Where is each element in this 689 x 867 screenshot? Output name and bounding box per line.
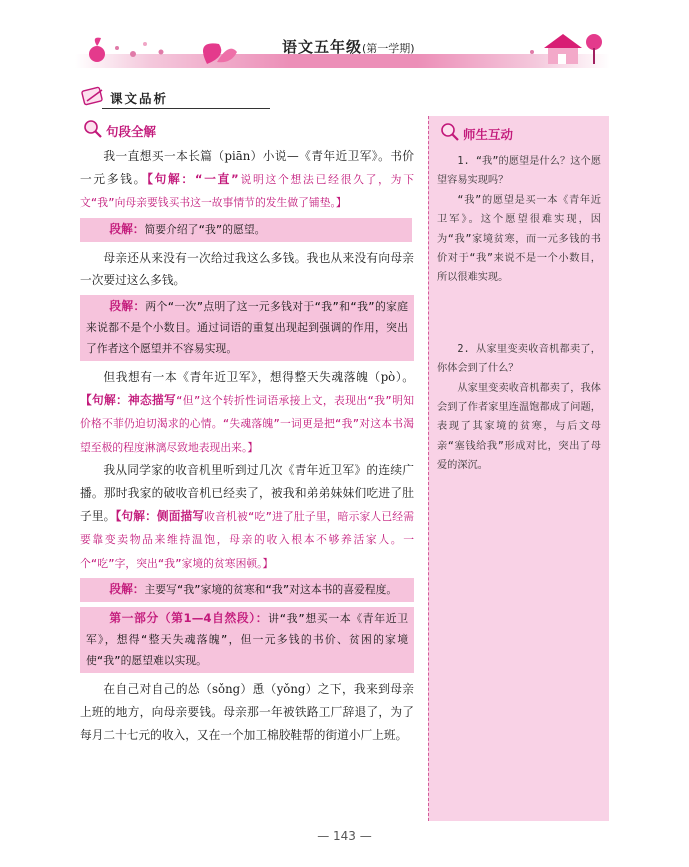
sentence-analysis-tag: 【句解：侧面描写 bbox=[115, 508, 205, 523]
paragraph-analysis-box bbox=[80, 578, 414, 602]
paragraph-2 bbox=[80, 247, 414, 292]
sidebar-interaction bbox=[428, 116, 609, 821]
house-decoration-icon bbox=[520, 32, 610, 72]
analysis-body: 简要介绍了“我”的愿望。 bbox=[144, 222, 266, 236]
paragraph-text: 我一直想买一本长篇（piān）小说—《青年近卫军》。书价一元多钱。 bbox=[80, 149, 414, 186]
butterfly-decoration-icon bbox=[87, 34, 237, 68]
paragraph-analysis-box bbox=[80, 295, 414, 361]
paragraph-4 bbox=[80, 459, 414, 575]
main-column bbox=[80, 119, 414, 746]
sentence-analysis-note: 说明这个想法已经很久了，为下文“我”向母亲要钱买书这一故事情节的发生做了铺垫。】 bbox=[80, 172, 414, 210]
paragraph-text: 我从同学家的收音机里听到过几次《青年近卫军》的连续广播。那时我家的破收音机已经卖了，被我和弟弟妹妹们吃进了肚子里。 bbox=[80, 463, 414, 523]
section-rule bbox=[102, 108, 270, 109]
question-1: 1. “我”的愿望是什么？这个愿望容易实现吗？ bbox=[437, 156, 601, 187]
page-number: — 143 — bbox=[317, 829, 372, 843]
sentence-analysis-note: “但”这个转折性词语承接上文，表现出“我”明知价格不菲仍迫切渴求的心情。“失魂落魄”一词更是把“我”对这本书渴望至极的程度淋漓尽致地表现出来。】 bbox=[80, 393, 414, 454]
answer-1: “我”的愿望是买一本《青年近卫军》。这个愿望很难实现，因为“我”家境贫寒，而一元多钱的书价对于“我”来说不是一个小数目，所以很难实现。 bbox=[437, 194, 601, 284]
header-title-sub: (第一学期) bbox=[362, 42, 415, 55]
paragraph-text: 在自己对自己的怂（sǒng）恿（yǒng）之下，我来到母亲上班的地方，向母亲要钱。母亲那一年被铁路工厂辞退了，为了每月二十七元的收入，又在一个加工棉胶鞋帮的街道小厂上班。 bbox=[80, 682, 414, 742]
paragraph-5 bbox=[80, 678, 414, 746]
sentence-analysis-tag: 【句解：神态描写 bbox=[80, 392, 176, 407]
paragraph-text: 母亲还从来没有一次给过我这么多钱。我也从来没有向母亲一次要过这么多钱。 bbox=[80, 250, 414, 288]
main-subheading-text: 句段全解 bbox=[106, 124, 157, 139]
paragraph-1 bbox=[80, 145, 414, 215]
analysis-lead: 段解： bbox=[109, 582, 145, 597]
analysis-lead: 段解： bbox=[109, 221, 145, 236]
summary-lead: 第一部分（第1—4自然段）： bbox=[109, 611, 269, 626]
answer-2: 从家里变卖收音机都卖了，我体会到了作者家里连温饱都成了问题，表现了其家境的贫寒，与后文母亲“塞钱给我”形成对比，突出了母爱的深沉。 bbox=[437, 382, 601, 472]
analysis-body: 两个“一次”点明了这一元多钱对于“我”和“我”的家庭来说都不是个小数目。通过词语的重复出现起到强调的作用，突出了作者这个愿望并不容易实现。 bbox=[86, 299, 408, 355]
question-2: 2. 从家里变卖收音机都卖了，你体会到了什么？ bbox=[437, 343, 601, 375]
part-summary-box bbox=[80, 607, 414, 673]
summary-body: 讲“我”想买一本《青年近卫军》，想得“整天失魂落魄”，但一元多钱的书价、贫困的家境使“我”的愿望难以实现。 bbox=[86, 612, 409, 668]
sidebar-subheading-text: 师生互动 bbox=[463, 127, 514, 142]
sidebar-subheading bbox=[437, 122, 609, 144]
magnifier-icon bbox=[82, 119, 104, 139]
magnifier-icon bbox=[439, 122, 461, 142]
header-title-main: 语文五年级 bbox=[282, 38, 363, 56]
header-title bbox=[282, 36, 415, 57]
section-title: 课文品析 bbox=[110, 91, 169, 106]
pencil-note-icon bbox=[80, 86, 106, 108]
sentence-analysis-note: 收音机被“吃”进了肚子里，暗示家人已经需要靠变卖物品来维持温饱，母亲的收入根本不够养活家人。一个“吃”字，突出“我”家境的贫寒困顿。】 bbox=[80, 509, 414, 570]
header-banner bbox=[75, 32, 610, 72]
main-subheading bbox=[80, 119, 414, 141]
analysis-lead: 段解： bbox=[109, 298, 146, 313]
paragraph-text: 但我想有一本《青年近卫军》，想得整天失魂落魄（pò）。 bbox=[103, 369, 414, 384]
sentence-analysis-tag: 【句解： bbox=[147, 171, 195, 186]
paragraph-analysis-box bbox=[80, 218, 412, 242]
sidebar-gap bbox=[429, 288, 609, 340]
section-heading bbox=[80, 86, 190, 108]
paragraph-3 bbox=[80, 366, 414, 459]
sentence-analysis-term: “一直” bbox=[194, 171, 239, 186]
analysis-body: 主要写“我”家境的贫寒和“我”对这本书的喜爱程度。 bbox=[144, 583, 398, 597]
